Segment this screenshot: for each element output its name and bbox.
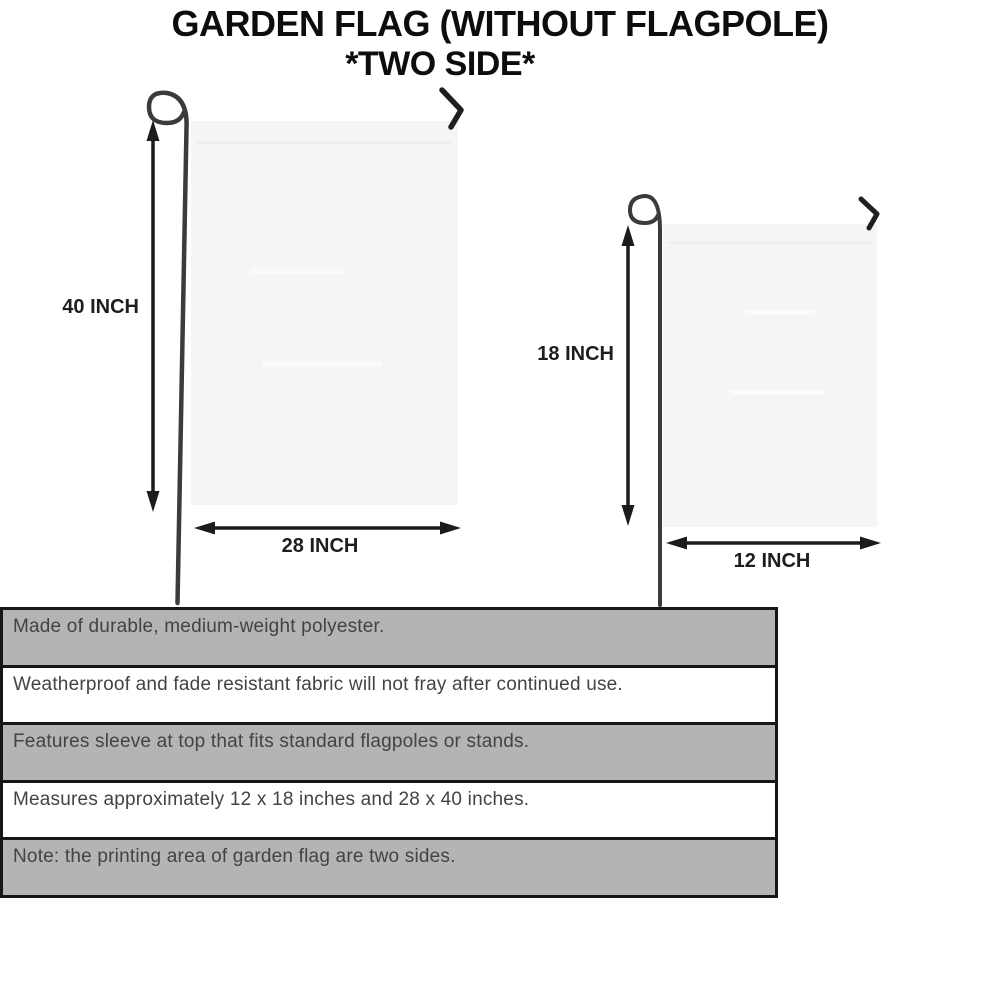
small-flag-sheen — [730, 390, 825, 395]
small-flag-sheen — [745, 310, 815, 315]
large-flag-diagram — [147, 90, 462, 603]
feature-row-material: Made of durable, medium-weight polyester. — [3, 610, 775, 665]
large-flag-sheen — [262, 362, 382, 367]
feature-list — [0, 607, 778, 898]
page-subtitle: *TWO SIDE* — [345, 45, 535, 83]
large-flag-width-arrow — [194, 522, 461, 535]
large-flag-width-label: 28 INCH — [281, 535, 359, 557]
large-flag-sheen — [250, 268, 345, 274]
feature-row-measures: Measures approximately 12 x 18 inches and 28 x 40 inches. — [3, 780, 775, 838]
small-flag-height-label: 18 INCH — [537, 343, 614, 365]
small-flag-hook-icon — [861, 199, 877, 228]
small-flag-width-arrow — [666, 537, 881, 550]
small-flag-height-arrow — [622, 225, 635, 526]
small-flag-canvas — [663, 224, 877, 527]
page-title: GARDEN FLAG (WITHOUT FLAGPOLE) — [171, 3, 829, 44]
small-flag-width-label: 12 INCH — [733, 550, 811, 572]
feature-row-sleeve: Features sleeve at top that fits standard flagpoles or stands. — [3, 722, 775, 780]
feature-row-note: Note: the printing area of garden flag are two sides. — [3, 837, 775, 895]
large-flag-canvas — [191, 121, 458, 505]
large-flag-height-arrow — [147, 120, 160, 512]
small-flag-pole-icon — [630, 196, 660, 605]
large-flag-height-label: 40 INCH — [62, 296, 139, 318]
feature-row-weatherproof: Weatherproof and fade resistant fabric will not fray after continued use. — [3, 665, 775, 723]
small-flag-diagram — [622, 196, 882, 605]
